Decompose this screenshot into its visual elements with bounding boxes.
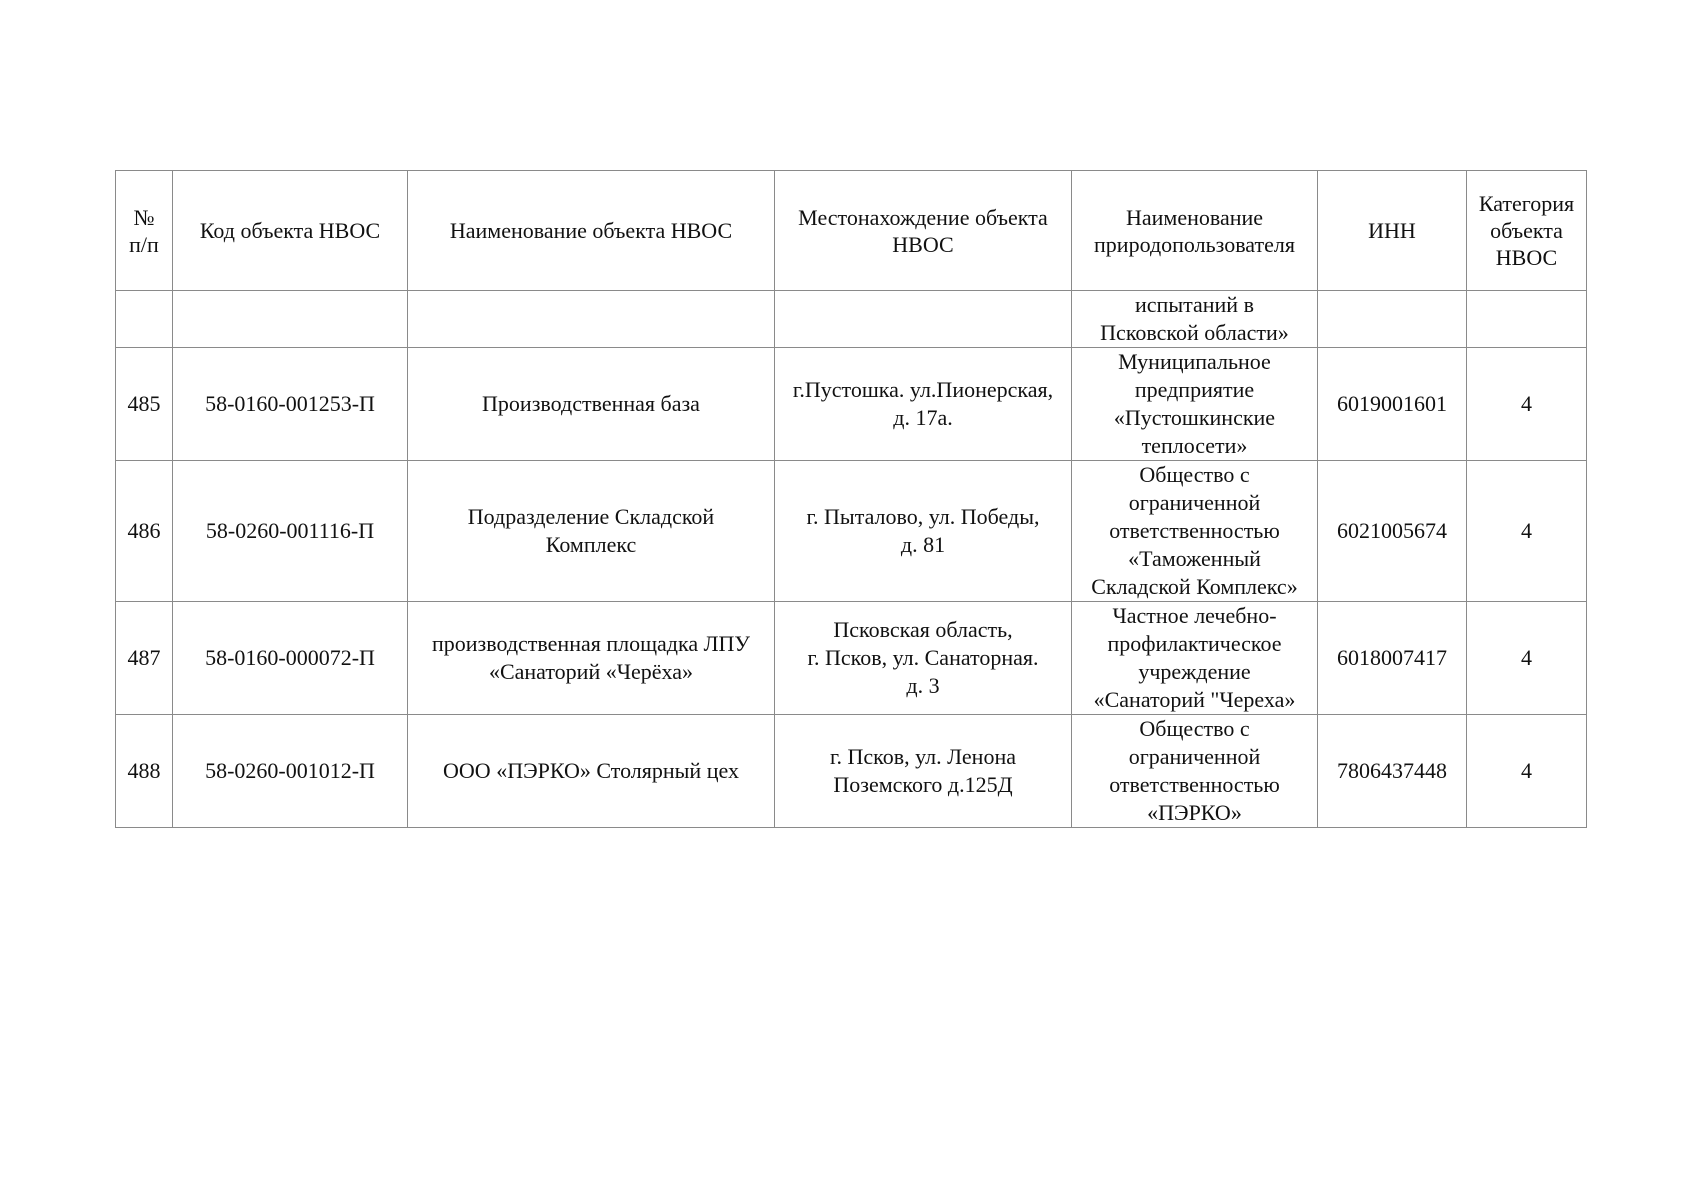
cell-code (173, 291, 408, 348)
cell-num: 487 (116, 602, 173, 715)
cell-name-line: производственная площадка ЛПУ (431, 631, 751, 656)
cell-user (1072, 602, 1318, 715)
cell-location-line: г. Псков, ул. Санаторная. (807, 645, 1039, 670)
cell-location-line: д. 81 (900, 532, 946, 557)
table-row-continuation (116, 291, 1587, 348)
cell-num: 486 (116, 461, 173, 602)
cell-location-line: Поземского д.125Д (833, 772, 1013, 797)
cell-user-line: ограниченной (1128, 744, 1261, 769)
cell-inn: 6018007417 (1318, 602, 1467, 715)
cell-num: 485 (116, 348, 173, 461)
header-user-line: природопользователя (1094, 231, 1295, 257)
cell-inn: 6021005674 (1318, 461, 1467, 602)
header-name-line: Наименование объекта НВОС (449, 218, 733, 243)
header-location (775, 171, 1072, 291)
cell-location-line: Псковская область, (833, 617, 1013, 642)
cell-location-line: д. 17а. (893, 405, 953, 430)
header-category-line: НВОС (1495, 245, 1558, 270)
cell-location (775, 602, 1072, 715)
cell-location-line: г.Пустошка. ул.Пионерская, (792, 377, 1054, 402)
cell-name (408, 602, 775, 715)
cell-inn (1318, 291, 1467, 348)
header-name (408, 171, 775, 291)
cell-user-line: Складской Комплекс» (1091, 574, 1298, 599)
cell-user-line: ограниченной (1128, 490, 1261, 515)
cell-name-line: Комплекс (545, 532, 637, 557)
cell-user (1072, 348, 1318, 461)
table-row (116, 348, 1587, 461)
cell-name-line: Производственная база (482, 391, 700, 416)
cell-user-line: ответственностью (1109, 518, 1280, 543)
cell-user-line: учреждение (1138, 659, 1251, 684)
cell-user (1072, 715, 1318, 828)
cell-name-line: ООО «ПЭРКО» Столярный цех (443, 758, 739, 783)
cell-code: 58-0160-001253-П (173, 348, 408, 461)
cell-user-line: «Таможенный (1128, 546, 1261, 571)
cell-num: 488 (116, 715, 173, 828)
cell-inn: 7806437448 (1318, 715, 1467, 828)
cell-location-line: г. Псков, ул. Ленона (829, 744, 1016, 769)
cell-location (775, 291, 1072, 348)
header-category-line: объекта (1490, 218, 1563, 243)
table-row (116, 461, 1587, 602)
cell-category (1467, 291, 1587, 348)
cell-location (775, 461, 1072, 602)
header-user (1072, 171, 1318, 291)
cell-user-line: Частное лечебно- (1112, 603, 1277, 628)
cell-user-line: «Пустошкинские (1113, 405, 1276, 430)
header-num-line: п/п (129, 231, 159, 257)
cell-user (1072, 291, 1318, 348)
header-num (116, 171, 173, 291)
header-category (1467, 171, 1587, 291)
cell-code: 58-0260-001012-П (173, 715, 408, 828)
header-inn-line: ИНН (1368, 218, 1416, 243)
cell-user-line: «Санаторий "Череха» (1093, 687, 1296, 712)
cell-user-line: профилактическое (1107, 631, 1282, 656)
cell-user-line: Общество с (1139, 716, 1250, 741)
cell-user-line: испытаний в (1135, 292, 1254, 317)
table-row (116, 715, 1587, 828)
table-row (116, 602, 1587, 715)
cell-user-line: предприятие (1134, 377, 1255, 402)
header-category-line: Категория (1478, 191, 1575, 216)
cell-name-line: Подразделение Складской (467, 504, 715, 529)
cell-category: 4 (1467, 461, 1587, 602)
cell-user (1072, 461, 1318, 602)
cell-user-line: ответственностью (1109, 772, 1280, 797)
header-user-line: Наименование (1125, 204, 1264, 230)
cell-location-line: д. 3 (906, 673, 940, 698)
cell-user-line: Псковской области» (1100, 320, 1289, 345)
cell-category: 4 (1467, 715, 1587, 828)
cell-name (408, 715, 775, 828)
cell-name (408, 291, 775, 348)
cell-location (775, 348, 1072, 461)
cell-code: 58-0160-000072-П (173, 602, 408, 715)
cell-user-line: Общество с (1139, 462, 1250, 487)
nvos-registry-table (115, 170, 1587, 828)
header-inn (1318, 171, 1467, 291)
header-location-line: Местонахождение объекта (798, 204, 1048, 230)
cell-category: 4 (1467, 348, 1587, 461)
cell-user-line: «ПЭРКО» (1147, 800, 1242, 825)
table-header-row (116, 171, 1587, 291)
header-code (173, 171, 408, 291)
cell-num (116, 291, 173, 348)
header-location-line: НВОС (892, 231, 954, 257)
cell-user-line: Муниципальное (1118, 349, 1271, 374)
cell-name (408, 348, 775, 461)
header-code-line: Код объекта НВОС (199, 218, 381, 243)
cell-user-line: теплосети» (1141, 433, 1248, 458)
cell-code: 58-0260-001116-П (173, 461, 408, 602)
cell-location-line: г. Пыталово, ул. Победы, (806, 504, 1040, 529)
cell-name (408, 461, 775, 602)
cell-category: 4 (1467, 602, 1587, 715)
header-num-line: № (133, 204, 155, 230)
cell-inn: 6019001601 (1318, 348, 1467, 461)
cell-location (775, 715, 1072, 828)
cell-name-line: «Санаторий «Черёха» (488, 659, 694, 684)
